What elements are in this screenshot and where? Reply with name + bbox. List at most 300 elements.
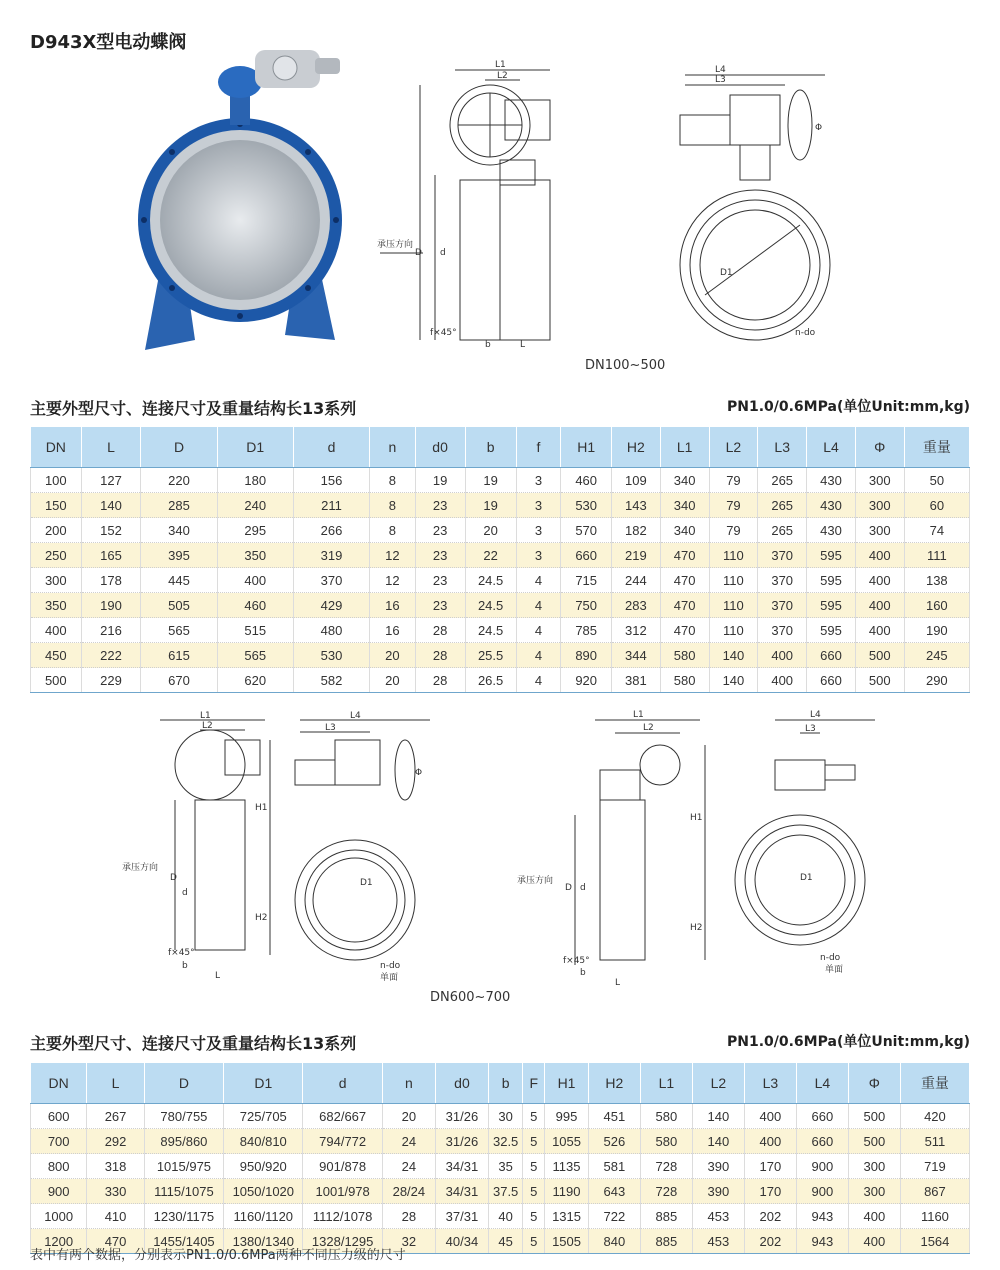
table-cell: 430: [807, 518, 856, 543]
table-cell: 715: [561, 568, 612, 593]
column-header: L1: [660, 427, 709, 468]
table-cell: 8: [370, 493, 415, 518]
table-cell: 430: [807, 493, 856, 518]
table-cell: 470: [660, 593, 709, 618]
table-cell: 1328/1295: [303, 1229, 382, 1254]
table-cell: 400: [744, 1129, 796, 1154]
column-header: d0: [435, 1063, 488, 1104]
table-cell: 40/34: [435, 1229, 488, 1254]
table-cell: 800: [31, 1154, 87, 1179]
table-cell: 728: [640, 1154, 692, 1179]
table-row: [31, 1154, 970, 1179]
table-cell: 5: [523, 1104, 545, 1129]
column-header: L3: [758, 427, 807, 468]
table-cell: 1505: [545, 1229, 589, 1254]
table-cell: 1112/1078: [303, 1204, 382, 1229]
table-cell: 152: [81, 518, 141, 543]
table-cell: 381: [611, 668, 660, 693]
table-cell: 12: [370, 568, 415, 593]
table-cell: 74: [904, 518, 969, 543]
svg-text:L1: L1: [200, 711, 211, 721]
table-row: [31, 1179, 970, 1204]
table-cell: 453: [692, 1229, 744, 1254]
table-cell: 480: [293, 618, 369, 643]
table-cell: 643: [588, 1179, 640, 1204]
svg-text:承压方向: 承压方向: [517, 876, 554, 886]
svg-text:L: L: [215, 971, 221, 981]
svg-text:b: b: [485, 340, 491, 350]
table-cell: 582: [293, 668, 369, 693]
table-cell: 165: [81, 543, 141, 568]
svg-text:L2: L2: [202, 721, 213, 731]
svg-text:D: D: [565, 883, 572, 893]
table-cell: 300: [855, 493, 904, 518]
table-cell: 4: [516, 593, 561, 618]
table-cell: 160: [904, 593, 969, 618]
table-cell: 319: [293, 543, 369, 568]
column-header: L: [81, 427, 141, 468]
table-cell: 8: [370, 518, 415, 543]
table-row: [31, 543, 970, 568]
table-cell: 190: [81, 593, 141, 618]
svg-text:L2: L2: [643, 723, 654, 733]
svg-text:单面: 单面: [380, 973, 399, 983]
column-header: d: [303, 1063, 382, 1104]
table-cell: 330: [87, 1179, 144, 1204]
table-cell: 28: [415, 643, 465, 668]
table-cell: 31/26: [435, 1104, 488, 1129]
table-cell: 16: [370, 618, 415, 643]
table-cell: 895/860: [144, 1129, 223, 1154]
table-cell: 37.5: [488, 1179, 522, 1204]
table-cell: 60: [904, 493, 969, 518]
table-cell: 3: [516, 468, 561, 493]
table-cell: 1050/1020: [224, 1179, 303, 1204]
table-cell: 500: [848, 1129, 900, 1154]
table-cell: 920: [561, 668, 612, 693]
table-cell: 785: [561, 618, 612, 643]
table-cell: 725/705: [224, 1104, 303, 1129]
table-cell: 400: [848, 1204, 900, 1229]
table-cell: 202: [744, 1229, 796, 1254]
table-cell: 350: [31, 593, 82, 618]
column-header: d: [293, 427, 369, 468]
table-cell: 19: [465, 493, 516, 518]
column-header: b: [488, 1063, 522, 1104]
table-cell: 265: [758, 518, 807, 543]
svg-text:L4: L4: [350, 711, 361, 721]
svg-text:L4: L4: [810, 710, 821, 720]
table-cell: 511: [900, 1129, 969, 1154]
svg-text:承压方向: 承压方向: [122, 863, 159, 873]
section2-title: 主要外型尺寸、连接尺寸及重量结构长13系列: [30, 1034, 357, 1053]
table-cell: 26.5: [465, 668, 516, 693]
table-cell: 40: [488, 1204, 522, 1229]
table-cell: 138: [904, 568, 969, 593]
table-cell: 390: [692, 1179, 744, 1204]
table-cell: 150: [31, 493, 82, 518]
table-cell: 395: [141, 543, 217, 568]
table-cell: 890: [561, 643, 612, 668]
table-cell: 265: [758, 468, 807, 493]
table-cell: 460: [561, 468, 612, 493]
side-view-drawing-2: [120, 710, 280, 990]
table-cell: 840/810: [224, 1129, 303, 1154]
table-cell: 500: [855, 643, 904, 668]
table-cell: 5: [523, 1129, 545, 1154]
table-cell: 526: [588, 1129, 640, 1154]
table-cell: 5: [523, 1179, 545, 1204]
svg-text:b: b: [182, 961, 188, 971]
table-cell: 400: [758, 668, 807, 693]
svg-text:f×45°: f×45°: [563, 956, 590, 966]
footnote: 表中有两个数据，分别表示PN1.0/0.6MPa两种不同压力级的尺寸: [30, 1248, 406, 1263]
column-header: L1: [640, 1063, 692, 1104]
table-cell: 24.5: [465, 593, 516, 618]
table-cell: 5: [523, 1204, 545, 1229]
table-row: [31, 668, 970, 693]
table-cell: 156: [293, 468, 369, 493]
table-cell: 995: [545, 1104, 589, 1129]
table-cell: 570: [561, 518, 612, 543]
table-row: [31, 1129, 970, 1154]
table-cell: 8: [370, 468, 415, 493]
table-cell: 3: [516, 493, 561, 518]
table-cell: 111: [904, 543, 969, 568]
table-cell: 420: [900, 1104, 969, 1129]
table-cell: 400: [855, 593, 904, 618]
svg-text:f×45°: f×45°: [168, 948, 195, 958]
table-cell: 1315: [545, 1204, 589, 1229]
table-cell: 4: [516, 668, 561, 693]
svg-text:L3: L3: [715, 75, 726, 85]
table-cell: 700: [31, 1129, 87, 1154]
table-cell: 565: [217, 643, 293, 668]
side-view-drawing: [375, 55, 575, 355]
table-cell: 505: [141, 593, 217, 618]
table-cell: 110: [709, 543, 758, 568]
table-cell: 22: [465, 543, 516, 568]
svg-text:D1: D1: [720, 268, 733, 278]
table-cell: 79: [709, 493, 758, 518]
table-cell: 265: [758, 493, 807, 518]
table-row: [31, 518, 970, 543]
table-cell: 20: [465, 518, 516, 543]
side-view-drawing-3: [515, 705, 715, 990]
table-cell: 370: [758, 568, 807, 593]
table-cell: 34/31: [435, 1154, 488, 1179]
table-cell: 24: [382, 1129, 435, 1154]
column-header: f: [516, 427, 561, 468]
column-header: 重量: [900, 1063, 969, 1104]
table-row: [31, 468, 970, 493]
table-cell: 300: [855, 468, 904, 493]
table-cell: 400: [848, 1229, 900, 1254]
table-cell: 295: [217, 518, 293, 543]
svg-text:Φ: Φ: [415, 768, 423, 778]
front-view-drawing-2: [290, 710, 440, 990]
table-cell: 109: [611, 468, 660, 493]
column-header: DN: [31, 1063, 87, 1104]
table-cell: 660: [807, 668, 856, 693]
table-cell: 245: [904, 643, 969, 668]
table-cell: 615: [141, 643, 217, 668]
table-cell: 595: [807, 618, 856, 643]
table-cell: 595: [807, 568, 856, 593]
column-header: D: [144, 1063, 223, 1104]
column-header: D1: [224, 1063, 303, 1104]
table-cell: 300: [848, 1179, 900, 1204]
spec-table-1: [30, 426, 970, 693]
table-cell: 460: [217, 593, 293, 618]
table-row: [31, 568, 970, 593]
svg-text:承压方向: 承压方向: [377, 240, 414, 250]
table-cell: 943: [796, 1229, 848, 1254]
table-cell: 390: [692, 1154, 744, 1179]
table-row: [31, 643, 970, 668]
table-cell: 140: [81, 493, 141, 518]
table-cell: 100: [31, 468, 82, 493]
column-header: H2: [611, 427, 660, 468]
table-cell: 885: [640, 1204, 692, 1229]
table-cell: 23: [415, 493, 465, 518]
table-cell: 318: [87, 1154, 144, 1179]
table-cell: 300: [848, 1154, 900, 1179]
svg-text:H1: H1: [690, 813, 703, 823]
table-cell: 19: [415, 468, 465, 493]
svg-text:L3: L3: [805, 724, 816, 734]
table-cell: 400: [758, 643, 807, 668]
table-row: [31, 493, 970, 518]
table-cell: 500: [855, 668, 904, 693]
table-cell: 1115/1075: [144, 1179, 223, 1204]
table-cell: 400: [217, 568, 293, 593]
svg-text:f×45°: f×45°: [430, 328, 457, 338]
table-cell: 340: [141, 518, 217, 543]
table-cell: 178: [81, 568, 141, 593]
table-cell: 580: [640, 1129, 692, 1154]
svg-text:L: L: [615, 978, 621, 988]
table-cell: 110: [709, 593, 758, 618]
svg-text:n-do: n-do: [795, 328, 816, 338]
table-cell: 202: [744, 1204, 796, 1229]
svg-text:n-do: n-do: [820, 953, 841, 963]
table-cell: 660: [561, 543, 612, 568]
table-cell: 16: [370, 593, 415, 618]
front-view-drawing: [675, 60, 845, 350]
table-row: [31, 618, 970, 643]
table-cell: 110: [709, 568, 758, 593]
table-cell: 20: [370, 668, 415, 693]
column-header: d0: [415, 427, 465, 468]
svg-text:b: b: [580, 968, 586, 978]
table-cell: 580: [640, 1104, 692, 1129]
table-cell: 400: [855, 543, 904, 568]
table-cell: 267: [87, 1104, 144, 1129]
column-header: D: [141, 427, 217, 468]
table-cell: 1001/978: [303, 1179, 382, 1204]
table-cell: 285: [141, 493, 217, 518]
spec-table-2: [30, 1062, 970, 1254]
column-header: 重量: [904, 427, 969, 468]
table-cell: 127: [81, 468, 141, 493]
table-cell: 140: [692, 1129, 744, 1154]
table-cell: 794/772: [303, 1129, 382, 1154]
table-cell: 900: [796, 1154, 848, 1179]
figure2-caption: DN600~700: [430, 990, 511, 1005]
svg-text:d: d: [182, 888, 188, 898]
section1-title: 主要外型尺寸、连接尺寸及重量结构长13系列: [30, 399, 357, 418]
table-cell: 34/31: [435, 1179, 488, 1204]
svg-text:单面: 单面: [825, 965, 844, 975]
figure1-caption: DN100~500: [585, 358, 666, 373]
table-cell: 340: [660, 493, 709, 518]
table-cell: 1200: [31, 1229, 87, 1254]
column-header: n: [370, 427, 415, 468]
table-cell: 722: [588, 1204, 640, 1229]
table-row: [31, 593, 970, 618]
svg-text:H2: H2: [690, 923, 703, 933]
table-cell: 660: [796, 1129, 848, 1154]
table-cell: 216: [81, 618, 141, 643]
svg-text:L4: L4: [715, 65, 726, 75]
table-cell: 530: [561, 493, 612, 518]
table-cell: 229: [81, 668, 141, 693]
table-cell: 400: [31, 618, 82, 643]
table-cell: 25.5: [465, 643, 516, 668]
table-cell: 211: [293, 493, 369, 518]
table-cell: 340: [660, 518, 709, 543]
table-cell: 600: [31, 1104, 87, 1129]
table-cell: 79: [709, 518, 758, 543]
column-header: F: [523, 1063, 545, 1104]
table-cell: 470: [660, 543, 709, 568]
table-cell: 32.5: [488, 1129, 522, 1154]
table-cell: 950/920: [224, 1154, 303, 1179]
table-cell: 23: [415, 543, 465, 568]
svg-text:D1: D1: [360, 878, 373, 888]
column-header: DN: [31, 427, 82, 468]
table-cell: 1135: [545, 1154, 589, 1179]
table-cell: 4: [516, 618, 561, 643]
table-cell: 900: [796, 1179, 848, 1204]
column-header: Φ: [848, 1063, 900, 1104]
table-cell: 660: [807, 643, 856, 668]
table-cell: 1000: [31, 1204, 87, 1229]
table-cell: 370: [293, 568, 369, 593]
table-cell: 32: [382, 1229, 435, 1254]
column-header: L2: [692, 1063, 744, 1104]
table-cell: 3: [516, 543, 561, 568]
table-cell: 4: [516, 643, 561, 668]
table-cell: 30: [488, 1104, 522, 1129]
column-header: L4: [807, 427, 856, 468]
table-cell: 31/26: [435, 1129, 488, 1154]
table-cell: 110: [709, 618, 758, 643]
table-cell: 660: [796, 1104, 848, 1129]
front-view-drawing-3: [725, 705, 885, 985]
table-cell: 1380/1340: [224, 1229, 303, 1254]
svg-text:n-do: n-do: [380, 961, 401, 971]
table-cell: 530: [293, 643, 369, 668]
column-header: D1: [217, 427, 293, 468]
table-cell: 28: [415, 618, 465, 643]
table-cell: 470: [660, 568, 709, 593]
table-cell: 244: [611, 568, 660, 593]
table-cell: 20: [370, 643, 415, 668]
column-header: H2: [588, 1063, 640, 1104]
table-cell: 79: [709, 468, 758, 493]
table-cell: 180: [217, 468, 293, 493]
table-cell: 430: [807, 468, 856, 493]
table-cell: 450: [31, 643, 82, 668]
table-cell: 885: [640, 1229, 692, 1254]
table-cell: 750: [561, 593, 612, 618]
table-cell: 350: [217, 543, 293, 568]
table-cell: 943: [796, 1204, 848, 1229]
table-cell: 400: [744, 1104, 796, 1129]
column-header: L4: [796, 1063, 848, 1104]
table-cell: 219: [611, 543, 660, 568]
table-cell: 901/878: [303, 1154, 382, 1179]
svg-text:d: d: [580, 883, 586, 893]
svg-text:H1: H1: [255, 803, 268, 813]
table-cell: 670: [141, 668, 217, 693]
table-cell: 1160: [900, 1204, 969, 1229]
table-cell: 300: [31, 568, 82, 593]
table-cell: 580: [660, 668, 709, 693]
column-header: H1: [545, 1063, 589, 1104]
table-cell: 728: [640, 1179, 692, 1204]
table-cell: 28: [415, 668, 465, 693]
table-cell: 24.5: [465, 568, 516, 593]
table-cell: 370: [758, 593, 807, 618]
table-cell: 515: [217, 618, 293, 643]
table-cell: 140: [692, 1104, 744, 1129]
column-header: L2: [709, 427, 758, 468]
section1-note: PN1.0/0.6MPa(单位Unit:mm,kg): [726, 399, 970, 415]
column-header: Φ: [855, 427, 904, 468]
table-cell: 140: [709, 643, 758, 668]
column-header: L3: [744, 1063, 796, 1104]
table-cell: 220: [141, 468, 217, 493]
table-cell: 12: [370, 543, 415, 568]
svg-text:d: d: [440, 248, 446, 258]
table-cell: 410: [87, 1204, 144, 1229]
table-cell: 5: [523, 1154, 545, 1179]
table-cell: 1160/1120: [224, 1204, 303, 1229]
table-cell: 45: [488, 1229, 522, 1254]
table-cell: 900: [31, 1179, 87, 1204]
table-cell: 470: [660, 618, 709, 643]
section2-note: PN1.0/0.6MPa(单位Unit:mm,kg): [726, 1034, 970, 1050]
svg-text:L1: L1: [495, 60, 506, 70]
table-cell: 290: [904, 668, 969, 693]
table-cell: 240: [217, 493, 293, 518]
column-header: n: [382, 1063, 435, 1104]
svg-text:L3: L3: [325, 723, 336, 733]
table-cell: 3: [516, 518, 561, 543]
table-cell: 344: [611, 643, 660, 668]
table-cell: 682/667: [303, 1104, 382, 1129]
table-cell: 370: [758, 618, 807, 643]
table-cell: 581: [588, 1154, 640, 1179]
table-cell: 200: [31, 518, 82, 543]
table-cell: 620: [217, 668, 293, 693]
table-cell: 840: [588, 1229, 640, 1254]
table-cell: 190: [904, 618, 969, 643]
table-row: [31, 1204, 970, 1229]
